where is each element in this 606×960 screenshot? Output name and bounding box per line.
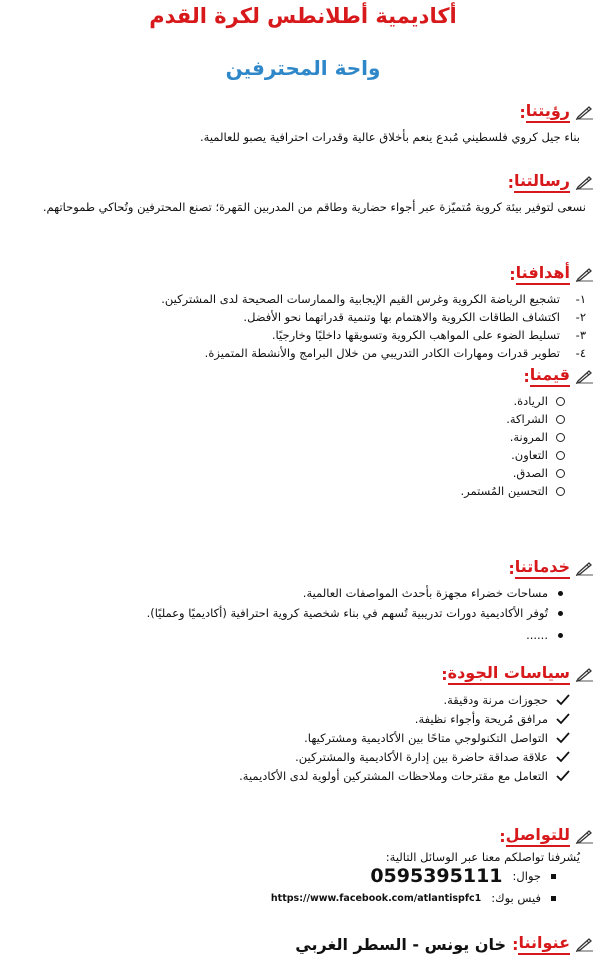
- mission-text: نسعى لتوفير بيئة كروية مُتميّزة عبر أجواء حضارية وطاقم من المدربين المَهرة؛ تصنع المحترفين وتُحاكي طموحاتهم.: [42, 200, 586, 214]
- square-bullet-icon: [551, 874, 556, 879]
- square-bullet-icon: [551, 896, 556, 901]
- mission-title: رسالتنا: [514, 171, 570, 193]
- values-list: [4, 392, 594, 500]
- bullet-icon: [558, 633, 563, 638]
- list-item: الصدق.: [4, 464, 572, 482]
- list-item: التحسين المُستمر.: [4, 482, 572, 500]
- values-section: قيمنا : الريادة. الشراكة. المرونة. التعاون. الصدق. التحسين المُستمر.: [4, 364, 594, 500]
- pen-icon: [574, 665, 594, 683]
- list-item: تُوفر الأكاديمية دورات تدريبية تُسهم في بناء شخصية كروية احترافية (أكاديميًا وعمليًا).: [4, 602, 572, 624]
- list-item: التعامل مع مقترحات وملاحظات المشتركين أولوية لدى الأكاديمية.: [4, 766, 574, 785]
- bullet-icon: [558, 611, 563, 616]
- facebook-link[interactable]: https://www.facebook.com/atlantispfc1: [270, 892, 482, 904]
- address-value: خان يونس - السطر الغربي: [295, 934, 507, 954]
- mobile-number[interactable]: 0595395111: [370, 865, 503, 887]
- pen-icon: [574, 367, 594, 385]
- list-item: ٢- اكتشاف الطاقات الكروية والاهتمام بها وتنمية قدراتهما نحو الأفضل.: [243, 310, 586, 324]
- circle-bullet-icon: [556, 451, 565, 460]
- quality-list: [4, 690, 594, 785]
- contact-title: للتواصل: [506, 825, 570, 847]
- checkmark-icon: [556, 770, 570, 782]
- list-item: ١- تشجيع الرياضة الكروية وغرس القيم الإيجابية والممارسات الصحيحة لدى المشتركين.: [161, 292, 586, 306]
- services-list: [4, 584, 594, 646]
- quality-title: سياسات الجودة: [448, 663, 570, 685]
- mission-section: رسالتنا : نسعى لتوفير بيئة كروية مُتميّزة عبر أجواء حضارية وطاقم من المدربين المَهرة؛ تصنع المحترفين وتُحاكي طموحاتهم.: [4, 170, 594, 217]
- services-title: خدماتنا: [515, 557, 570, 579]
- list-item: مساحات خضراء مجهزة بأحدث المواصفات العالمية.: [4, 584, 572, 602]
- list-item: المرونة.: [4, 428, 572, 446]
- list-item: حجوزات مرنة ودقيقة.: [4, 690, 574, 709]
- circle-bullet-icon: [556, 433, 565, 442]
- goals-list: [4, 290, 594, 362]
- checkmark-icon: [556, 694, 570, 706]
- page-title: أكاديمية أطلانطس لكرة القدم: [149, 4, 457, 28]
- goals-title: أهدافنا: [516, 263, 570, 285]
- contact-intro: يُشرفنا تواصلكم معنا عبر الوسائل التالية:: [385, 850, 580, 864]
- list-item: علاقة صداقة حاضرة بين إدارة الأكاديمية والمشتركين.: [4, 747, 574, 766]
- pen-icon: [574, 559, 594, 577]
- page-subtitle: واحة المحترفين: [225, 56, 381, 80]
- vision-text: بناء جيل كروي فلسطيني مُبدع ينعم بأخلاق عالية وقدرات احترافية يصبو للعالمية.: [200, 130, 580, 144]
- pen-icon: [574, 935, 594, 953]
- list-item: الشراكة.: [4, 410, 572, 428]
- contact-section: للتواصل : يُشرفنا تواصلكم معنا عبر الوسائل التالية: جوال: 0595395111 فيس بوك: https://www.facebook.com/atlantispfc1: [4, 824, 594, 908]
- circle-bullet-icon: [556, 397, 565, 406]
- pen-icon: [574, 265, 594, 283]
- vision-title: رؤيتنا: [526, 101, 570, 123]
- contact-facebook-row: [4, 888, 564, 908]
- checkmark-icon: [556, 732, 570, 744]
- services-section: خدماتنا : مساحات خضراء مجهزة بأحدث المواصفات العالمية. تُوفر الأكاديمية دورات تدريبية تُسهم في بناء شخصية كروية احترافية (أكاديميًا وعمليًا). ......: [4, 556, 594, 646]
- list-item: التواصل التكنولوجي متاحًا بين الأكاديمية ومشتركيها.: [4, 728, 574, 747]
- vision-section: رؤيتنا : بناء جيل كروي فلسطيني مُبدع ينعم بأخلاق عالية وقدرات احترافية يصبو للعالمية.: [4, 100, 594, 147]
- checkmark-icon: [556, 751, 570, 763]
- values-title: قيمنا: [530, 365, 570, 387]
- bullet-icon: [558, 591, 563, 596]
- contact-mobile-row: [4, 864, 564, 888]
- address-section: عنواننا : خان يونس - السطر الغربي: [4, 932, 594, 956]
- list-item: الريادة.: [4, 392, 572, 410]
- goals-section: أهدافنا : ١- تشجيع الرياضة الكروية وغرس القيم الإيجابية والممارسات الصحيحة لدى المشتركين. ٢- اكتشاف الطاقات الكروية والاهتمام بها وتنمية قدراتهما نحو الأفضل. ٣- تسليط الضوء على المواهب الكروية وتسويقها داخليًا وخارجيًا. ٤- تطوير قدرات ومهارات الكادر التدريبي من خلال البرامج والأنشطة المتميزة.: [4, 262, 594, 362]
- list-item: مرافق مُريحة وأجواء نظيفة.: [4, 709, 574, 728]
- list-item: ٤- تطوير قدرات ومهارات الكادر التدريبي من خلال البرامج والأنشطة المتميزة.: [204, 346, 586, 360]
- facebook-label: فيس بوك:: [491, 891, 541, 905]
- list-item: ......: [4, 624, 572, 646]
- list-item: ٣- تسليط الضوء على المواهب الكروية وتسويقها داخليًا وخارجيًا.: [271, 328, 586, 342]
- circle-bullet-icon: [556, 469, 565, 478]
- address-title: عنواننا: [518, 933, 570, 955]
- pen-icon: [574, 103, 594, 121]
- pen-icon: [574, 827, 594, 845]
- quality-section: سياسات الجودة : حجوزات مرنة ودقيقة. مرافق مُريحة وأجواء نظيفة. التواصل التكنولوجي متاحًا بين الأكاديمية ومشتركيها. علاقة صداقة حاضرة بين إدارة الأكاديمية والمشتركين. التعامل مع مقترحات وملاحظات المشتركين أولوية لدى الأكاديمية.: [4, 662, 594, 785]
- pen-icon: [574, 173, 594, 191]
- list-item: التعاون.: [4, 446, 572, 464]
- circle-bullet-icon: [556, 487, 565, 496]
- checkmark-icon: [556, 713, 570, 725]
- mobile-label: جوال:: [512, 869, 541, 883]
- circle-bullet-icon: [556, 415, 565, 424]
